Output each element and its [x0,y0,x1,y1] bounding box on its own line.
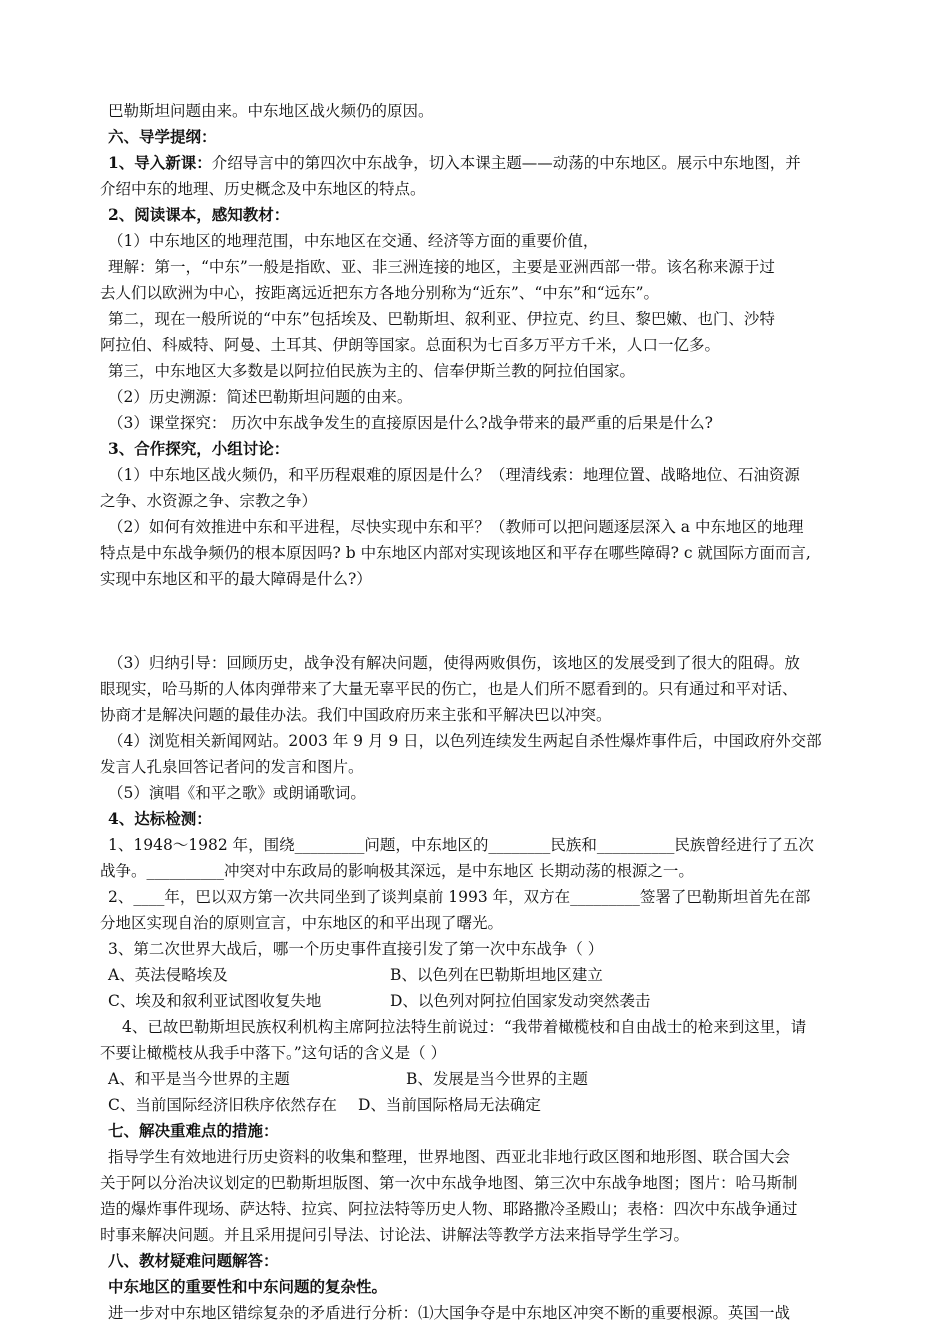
blank-space [108,592,860,650]
option-c: C、埃及和叙利亚试图收复失地 [108,992,322,1010]
question-line: 不要让橄榄枝从我手中落下。”这句话的含义是（ ） [100,1044,447,1062]
options-row [108,1066,860,1092]
section-heading-6: 六、导学提纲： [108,127,217,146]
text-line: 理解：第一，“中东”一般是指欧、亚、非三洲连接的地区，主要是亚洲西部一带。该名称来源于过 [108,258,775,276]
text-line: 时事来解决问题。并且采用提问引导法、讨论法、讲解法等教学方法来指导学生学习。 [100,1226,690,1244]
text-line [108,150,860,176]
option-c: C、当前国际经济旧秩序依然存在 [108,1096,337,1114]
text-line: 进一步对中东地区错综复杂的矛盾进行分析：⑴大国争夺是中东地区冲突不断的重要根源。英国一战 [108,1304,791,1322]
option-b: B、以色列在巴勒斯坦地区建立 [390,966,603,984]
text-line: 指导学生有效地进行历史资料的收集和整理，世界地图、西亚北非地行政区图和地形图、联合国大会 [108,1148,791,1166]
text-line: 眼现实，哈马斯的人体肉弹带来了大量无辜平民的伤亡，也是人们所不愿看到的。只有通过和平对话、 [100,680,798,698]
text-line: （3）课堂探究： 历次中东战争发生的直接原因是什么?战争带来的最严重的后果是什么? [108,414,713,432]
text-line: （5）演唱《和平之歌》或朗诵歌词。 [108,784,366,802]
subheading: 4、达标检测： [108,809,212,828]
question-line: 1、1948～1982 年，围绕_________问题，中东地区的________民族和__________民族曾经进行了五次 [108,836,814,854]
question-line: 分地区实现自治的原则宣言，中东地区的和平出现了曙光。 [100,914,504,932]
text-line: 造的爆炸事件现场、萨达特、拉宾、阿拉法特等历史人物、耶路撒冷圣殿山；表格：四次中东战争通过 [100,1200,798,1218]
subheading: 1、导入新课： [108,153,212,172]
question-line: 3、第二次世界大战后，哪一个历史事件直接引发了第一次中东战争（ ） [108,940,604,958]
subheading: 中东地区的重要性和中东问题的复杂性。 [108,1277,388,1296]
text-line: 介绍中东的地理、历史概念及中东地区的特点。 [100,180,426,198]
question-line: 战争。__________冲突对中东政局的影响极其深远，是中东地区 长期动荡的根源之一。 [100,862,694,880]
option-a: A、和平是当今世界的主题 [108,1070,290,1088]
text-line: 巴勒斯坦问题由来。中东地区战火频仍的原因。 [108,102,434,120]
section-heading-7: 七、解决重难点的措施： [108,1121,279,1140]
text-line: 关于阿以分治决议划定的巴勒斯坦版图、第一次中东战争地图、第三次中东战争地图；图片：哈马斯制 [100,1174,798,1192]
text-line: （4）浏览相关新闻网站。2003 年 9 月 9 日，以色列连续发生两起自杀性爆炸事件后，中国政府外交部 [108,732,822,750]
subheading: 3、合作探究，小组讨论： [108,439,290,458]
text-line: （2）如何有效推进中东和平进程，尽快实现中东和平？（教师可以把问题逐层深入 a 中东地区的地理 [108,518,804,536]
text-line: 阿拉伯、科威特、阿曼、土耳其、伊朗等国家。总面积为七百多万平方千米，人口一亿多。 [100,336,721,354]
text-line: （3）归纳引导：回顾历史，战争没有解决问题，使得两败俱伤，该地区的发展受到了很大的阻碍。放 [108,654,800,672]
text-line: 第二，现在一般所说的“中东”包括埃及、巴勒斯坦、叙利亚、伊拉克、约旦、黎巴嫩、也门、沙特 [108,310,775,328]
text-line: （2）历史溯源：简述巴勒斯坦问题的由来。 [108,388,413,406]
text-line: 发言人孔泉回答记者问的发言和图片。 [100,758,364,776]
question-line: 4、已故巴勒斯坦民族权利机构主席阿拉法特生前说过：“我带着橄榄枝和自由战士的枪来到这里，请 [122,1018,807,1036]
text-line: 协商才是解决问题的最佳办法。我们中国政府历来主张和平解决巴以冲突。 [100,706,612,724]
text-line: 去人们以欧洲为中心，按距离远近把东方各地分别称为“近东”、“中东”和“远东”。 [100,284,660,302]
option-b: B、发展是当今世界的主题 [406,1070,588,1088]
text-line: 第三，中东地区大多数是以阿拉伯民族为主的、信奉伊斯兰教的阿拉伯国家。 [108,362,636,380]
options-row [108,1092,860,1118]
document-body [100,98,860,1326]
text-span: 介绍导言中的第四次中东战争，切入本课主题——动荡的中东地区。展示中东地图，并 [211,154,801,172]
options-row [108,962,860,988]
option-a: A、英法侵略埃及 [108,966,228,984]
text-line: （1）中东地区的地理范围，中东地区在交通、经济等方面的重要价值， [108,232,599,250]
text-line: 特点是中东战争频仍的根本原因吗? b 中东地区内部对实现该地区和平存在哪些障碍? c 就国际方面而言, [100,544,811,562]
option-d: D、当前国际格局无法确定 [358,1096,541,1114]
text-line: （1）中东地区战火频仍，和平历程艰难的原因是什么？（理清线索：地理位置、战略地位、石油资源 [108,466,800,484]
question-line: 2、____年，巴以双方第一次共同坐到了谈判桌前 1993 年，双方在_________签署了巴勒斯坦首先在部 [108,888,811,906]
text-line: 实现中东地区和平的最大障碍是什么?） [100,570,372,588]
text-line: 之争、水资源之争、宗教之争） [100,492,318,510]
option-d: D、以色列对阿拉伯国家发动突然袭击 [390,992,651,1010]
section-heading-8: 八、教材疑难问题解答： [108,1251,279,1270]
subheading: 2、阅读课本，感知教材： [108,205,290,224]
options-row [108,988,860,1014]
